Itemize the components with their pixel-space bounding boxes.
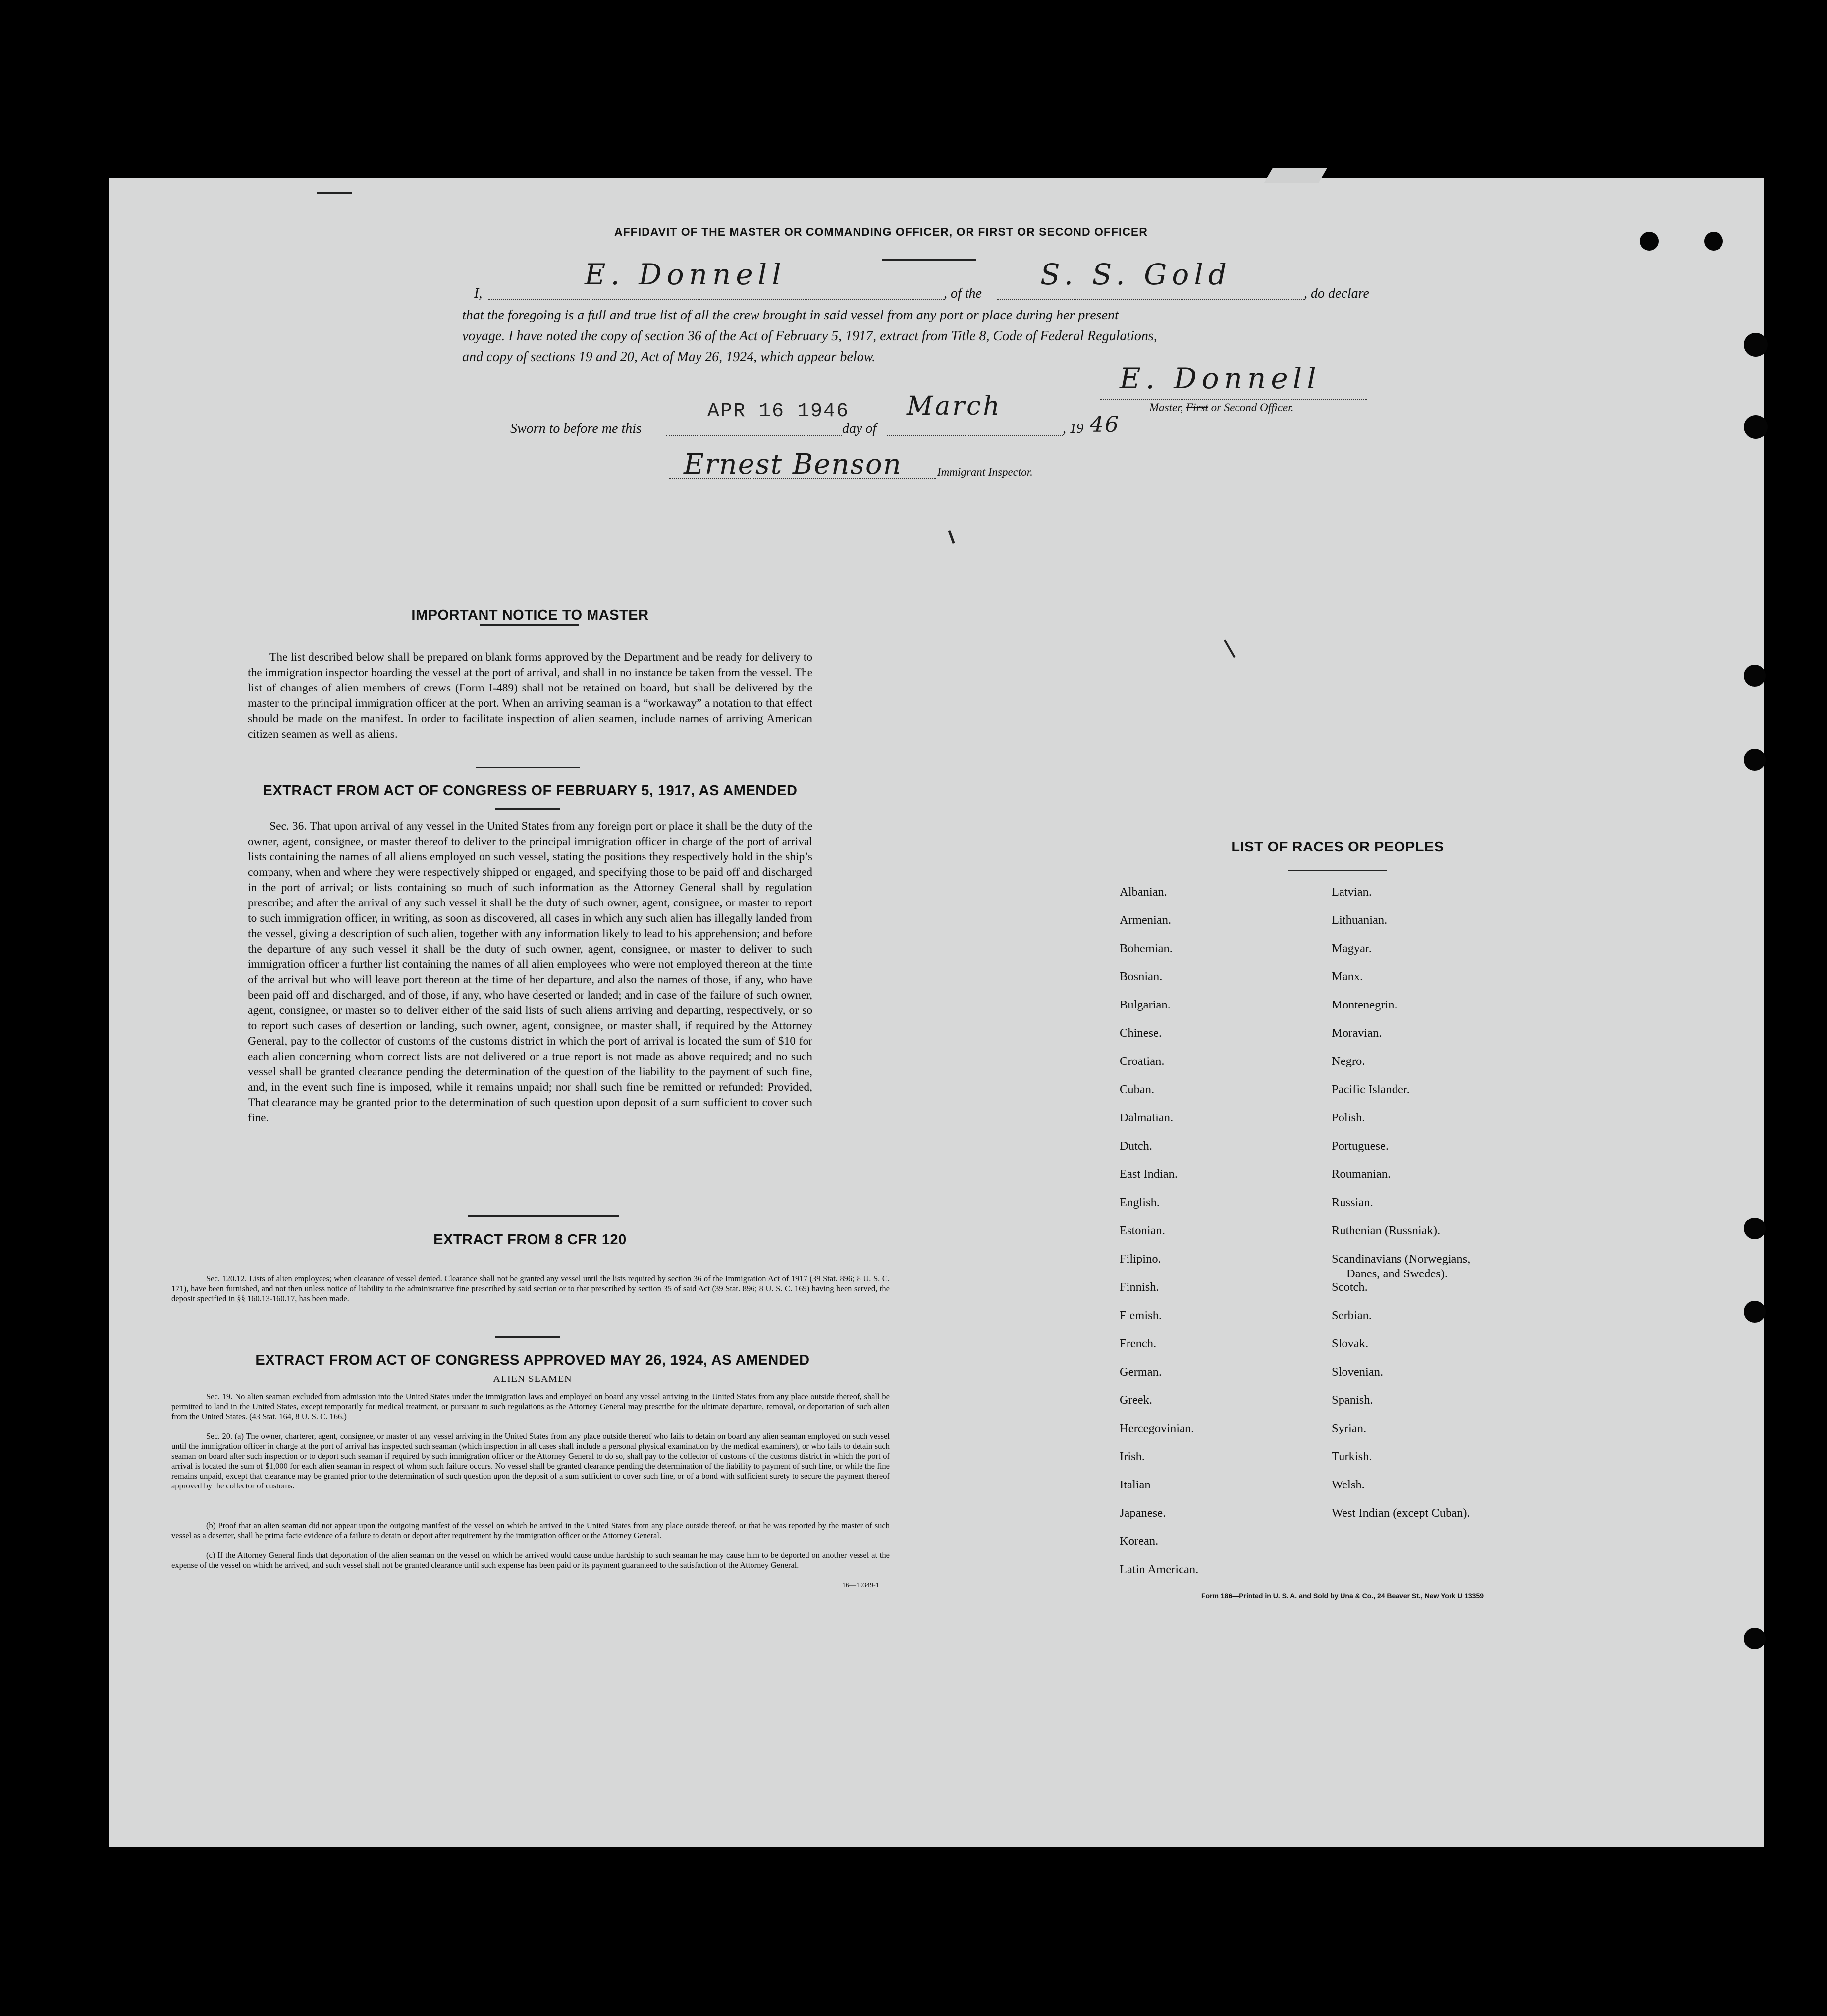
race-item: Scotch. xyxy=(1332,1280,1368,1294)
race-item: French. xyxy=(1120,1337,1157,1350)
race-item: Bohemian. xyxy=(1120,942,1173,955)
month-line xyxy=(887,435,1063,436)
race-item: Hercegovinian. xyxy=(1120,1422,1194,1435)
race-item: Dalmatian. xyxy=(1120,1111,1174,1124)
race-item: Cuban. xyxy=(1120,1083,1155,1096)
vessel-name: S. S. Gold xyxy=(1040,258,1232,291)
torn-corner xyxy=(1264,168,1327,183)
form-number: 16—19349-1 xyxy=(842,1582,879,1589)
section-rule xyxy=(468,1215,619,1217)
extract-1924-subheading: ALIEN SEAMEN xyxy=(493,1374,572,1384)
punch-hole xyxy=(1744,1628,1766,1649)
race-item: Armenian. xyxy=(1120,913,1172,927)
race-item: Albanian. xyxy=(1120,885,1167,899)
race-item: Dutch. xyxy=(1120,1139,1152,1153)
race-item: Negro. xyxy=(1332,1055,1365,1068)
race-item: German. xyxy=(1120,1365,1162,1379)
race-item: Flemish. xyxy=(1120,1309,1162,1322)
punch-hole xyxy=(1744,749,1766,771)
race-item: Moravian. xyxy=(1332,1026,1382,1040)
affidavit-line-2: that the foregoing is a full and true list of all the crew brought in said vessel from any port or place during her present xyxy=(462,308,1119,323)
extract-1924-sec20c: (c) If the Attorney General finds that deportation of the alien seaman on the vessel on which he arrived would cause undue hardship to such seaman he may cause him to be deported on another vessel at the expense of the vessel on which he arrived, and such vessel shall not be granted clearance until such expense has been paid or its payment guaranteed to the satisfaction of the Attorney General. xyxy=(171,1550,890,1570)
sworn-year: 46 xyxy=(1090,412,1120,437)
race-item: Syrian. xyxy=(1332,1422,1367,1435)
race-item: Scandinavians (Norwegians, xyxy=(1332,1252,1471,1266)
form-footer: Form 186—Printed in U. S. A. and Sold by Una & Co., 24 Beaver St., New York U 13359 xyxy=(1201,1592,1484,1600)
do-declare-label: , do declare xyxy=(1304,286,1369,301)
notice-heading-rule xyxy=(480,624,579,626)
of-the-label: , of the xyxy=(944,286,982,301)
race-item: Slovak. xyxy=(1332,1337,1369,1350)
section-rule xyxy=(476,767,580,768)
sworn-day-line xyxy=(666,435,842,436)
race-item: East Indian. xyxy=(1120,1167,1178,1181)
extract-1917-rule xyxy=(495,808,560,810)
race-item: Croatian. xyxy=(1120,1055,1165,1068)
race-item: Montenegrin. xyxy=(1332,998,1397,1011)
punch-hole xyxy=(1744,1301,1766,1323)
signer-name-signature: E. Donnell xyxy=(585,258,786,291)
race-item: Italian xyxy=(1120,1478,1151,1491)
master-signature: E. Donnell xyxy=(1120,362,1321,395)
extract-cfr-text: Sec. 120.12. Lists of alien employees; when clearance of vessel denied. Clearance shall not be granted any vessel until the lists required by section 36 of the Immigration Act of 1917 (39 Stat. 896; 8 U. S. C. 171), have been furnished, and not then unless notice of liability to the administrative fine prescribed by said section or to that prescribed by section 35 of said Act (39 Stat. 896; 8 U. S. C. 169) having been served, the deposit specified in §§ 160.13-160.17, has been made. xyxy=(171,1274,890,1303)
race-item: Greek. xyxy=(1120,1393,1152,1407)
race-item: Filipino. xyxy=(1120,1252,1161,1266)
race-item: Serbian. xyxy=(1332,1309,1372,1322)
title-underline xyxy=(882,259,976,261)
race-item: West Indian (except Cuban). xyxy=(1332,1506,1470,1520)
race-item: Turkish. xyxy=(1332,1450,1372,1463)
punch-hole xyxy=(1744,333,1768,357)
punch-hole xyxy=(1640,232,1659,251)
affidavit-i-label: I, xyxy=(474,286,483,301)
extract-1917-heading: EXTRACT FROM ACT OF CONGRESS OF FEBRUARY 5, 1917, AS AMENDED xyxy=(263,783,798,798)
race-item: Danes, and Swedes). xyxy=(1346,1267,1448,1280)
notice-heading: IMPORTANT NOTICE TO MASTER xyxy=(411,607,649,623)
date-stamp: APR 16 1946 xyxy=(707,400,850,423)
sworn-label: Sworn to before me this xyxy=(510,421,642,436)
race-item: Japanese. xyxy=(1120,1506,1166,1520)
race-item: Bulgarian. xyxy=(1120,998,1171,1011)
punch-hole xyxy=(1704,232,1723,251)
master-caption xyxy=(1149,401,1293,414)
race-item: Latin American. xyxy=(1120,1563,1199,1576)
race-item: Bosnian. xyxy=(1120,970,1163,983)
master-caption-second: or Second Officer. xyxy=(1211,401,1294,414)
race-item: Slovenian. xyxy=(1332,1365,1384,1379)
race-item: Latvian. xyxy=(1332,885,1372,899)
punch-hole xyxy=(1744,415,1768,439)
extract-1924-sec19: Sec. 19. No alien seaman excluded from admission into the United States under the immigration laws and employed on board any vessel arriving in the United States from any place outside thereof, shall be permitted to land in the United States, except temporarily for medical treatment, or pursuant to such regulations as the Attorney General may prescribe for the ultimate departure, removal, or deportation of such alien from the United States. (43 Stat. 164, 8 U. S. C. 166.) xyxy=(171,1392,890,1421)
affidavit-line-3: voyage. I have noted the copy of section 36 of the Act of February 5, 1917, extract from Title 8, Code of Federal Regulations, xyxy=(462,328,1157,344)
punch-hole xyxy=(1744,1218,1766,1239)
race-item: Roumanian. xyxy=(1332,1167,1391,1181)
day-of-label: day of xyxy=(842,421,877,436)
signer-name-line xyxy=(488,299,944,300)
extract-1924-heading: EXTRACT FROM ACT OF CONGRESS APPROVED MAY 26, 1924, AS AMENDED xyxy=(255,1352,810,1368)
master-caption-first-struck: First xyxy=(1186,401,1208,414)
race-item: Korean. xyxy=(1120,1535,1159,1548)
affidavit-line-4: and copy of sections 19 and 20, Act of May 26, 1924, which appear below. xyxy=(462,349,876,365)
notice-text: The list described below shall be prepared on blank forms approved by the Department and be ready for delivery to the immigration inspector boarding the vessel at the port of arrival, and shall in no instance be taken from the vessel. The list of changes of alien members of crews (Form I-489) shall not be retained on board, but shall be delivered by the master to the principal immigration officer at the port. When an arriving seaman is a “workaway” a notation to that effect should be made on the manifest. In order to facilitate inspection of alien seamen, include names of arriving American citizen seamen as well as aliens. xyxy=(248,651,813,741)
race-item: Pacific Islander. xyxy=(1332,1083,1410,1096)
inspector-signature-line xyxy=(669,478,936,479)
race-item: Welsh. xyxy=(1332,1478,1365,1491)
year-prefix-label: , 19 xyxy=(1063,421,1083,436)
extract-1917-text: Sec. 36. That upon arrival of any vessel in the United States from any foreign port or place it shall be the duty of the owner, agent, consignee, or master thereof to deliver to the principal immigration officer in charge of the port of arrival lists containing the names of all aliens employed on such vessel, stating the positions they respectively hold in the ship’s company, when and where they were respectively shipped or engaged, and specifying those to be paid off and discharged in the port of arrival; or lists containing so much of such information as the Attorney General shall by regulation prescribe; and after the arrival of any such vessel it shall be the duty of such owner, agent, consignee, or master to report to such immigration officer, in writing, as soon as discovered, all cases in which any such alien has illegally landed from the vessel, giving a description of such alien, together with any information likely to lead to his apprehension; and before the departure of any such vessel it shall be the duty of such owner, agent, consignee, or master to deliver to such immigration officer a further list containing the names of all alien employees who were not employed thereon at the time of the arrival but who will leave port thereon at the time of her departure, and also the names of those, if any, who have been paid off and discharged, and of those, if any, who have deserted or landed; and in case of the failure of such owner, agent, consignee, or master so to deliver either of the said lists of such aliens arriving and departing, respectively, or so to report such cases of desertion or landing, such owner, agent, consignee, or master shall, if required by the Attorney General, pay to the collector of customs of the customs district in which the port of arrival is located the sum of $10 for each alien concerning whom correct lists are not delivered or a true report is not made as above required; and no such vessel shall be granted clearance pending the determination of the question of the liability to the payment of such fine, and, in the event such fine is imposed, while it remains unpaid; nor shall such fine be remitted or refunded: Provided, That clearance may be granted prior to the determination of such question upon deposit of a sum sufficient to cover such fine. xyxy=(248,820,812,1124)
race-item: English. xyxy=(1120,1196,1160,1209)
race-item: Chinese. xyxy=(1120,1026,1162,1040)
punch-hole xyxy=(1744,665,1766,687)
race-item: Portuguese. xyxy=(1332,1139,1389,1153)
affidavit-title: AFFIDAVIT OF THE MASTER OR COMMANDING OFFICER, OR FIRST OR SECOND OFFICER xyxy=(614,225,1148,238)
extract-1924-sec20b: (b) Proof that an alien seaman did not appear upon the outgoing manifest of the vessel on which he arrived in the United States from any place outside thereof, or that he was reported by the master of such vessel as a deserter, shall be prima facie evidence of a failure to detain or deport after requirement by the immigration officer or the Attorney General. xyxy=(171,1521,890,1540)
race-item: Russian. xyxy=(1332,1196,1373,1209)
sworn-month: March xyxy=(907,391,1002,421)
race-item: Estonian. xyxy=(1120,1224,1165,1237)
section-rule xyxy=(495,1336,560,1338)
ink-speck xyxy=(317,192,352,194)
race-item: Ruthenian (Russniak). xyxy=(1332,1224,1441,1237)
races-heading: LIST OF RACES OR PEOPLES xyxy=(1231,839,1444,855)
extract-cfr-heading: EXTRACT FROM 8 CFR 120 xyxy=(433,1232,627,1248)
vessel-name-line xyxy=(997,299,1304,300)
races-heading-rule xyxy=(1288,870,1387,871)
race-item: Manx. xyxy=(1332,970,1363,983)
race-item: Polish. xyxy=(1332,1111,1365,1124)
inspector-signature: Ernest Benson xyxy=(684,448,902,480)
race-item: Lithuanian. xyxy=(1332,913,1388,927)
race-item: Spanish. xyxy=(1332,1393,1373,1407)
race-item: Magyar. xyxy=(1332,942,1372,955)
master-signature-line xyxy=(1100,399,1367,400)
master-caption-master: Master, xyxy=(1149,401,1183,414)
extract-1924-sec20a: Sec. 20. (a) The owner, charterer, agent, consignee, or master of any vessel arriving in the United States from any place outside thereof who fails to detain on board any alien seaman employed on such vessel until the immigration officer in charge at the port of arrival has inspected such seaman (which inspection in all cases shall include a personal physical examination by the medical examiners), or who fails to detain such seaman on board after such inspection or to deport such seaman if required by such immigration officer or the Attorney General to do so, shall pay to the collector of customs of the customs district in which the port of arrival is located the sum of $1,000 for each alien seaman in respect of whom such failure occurs. No vessel shall be granted clearance pending the determination of the liability to payment of such fine, or while the fine remains unpaid, except that clearance may be granted prior to the determination of such question upon the deposit of a sum sufficient to cover such fine, or of a bond with sufficient surety to secure the payment thereof approved by the collector of customs. xyxy=(171,1432,890,1490)
inspector-caption: Immigrant Inspector. xyxy=(937,466,1033,478)
race-item: Finnish. xyxy=(1120,1280,1159,1294)
race-item: Irish. xyxy=(1120,1450,1145,1463)
